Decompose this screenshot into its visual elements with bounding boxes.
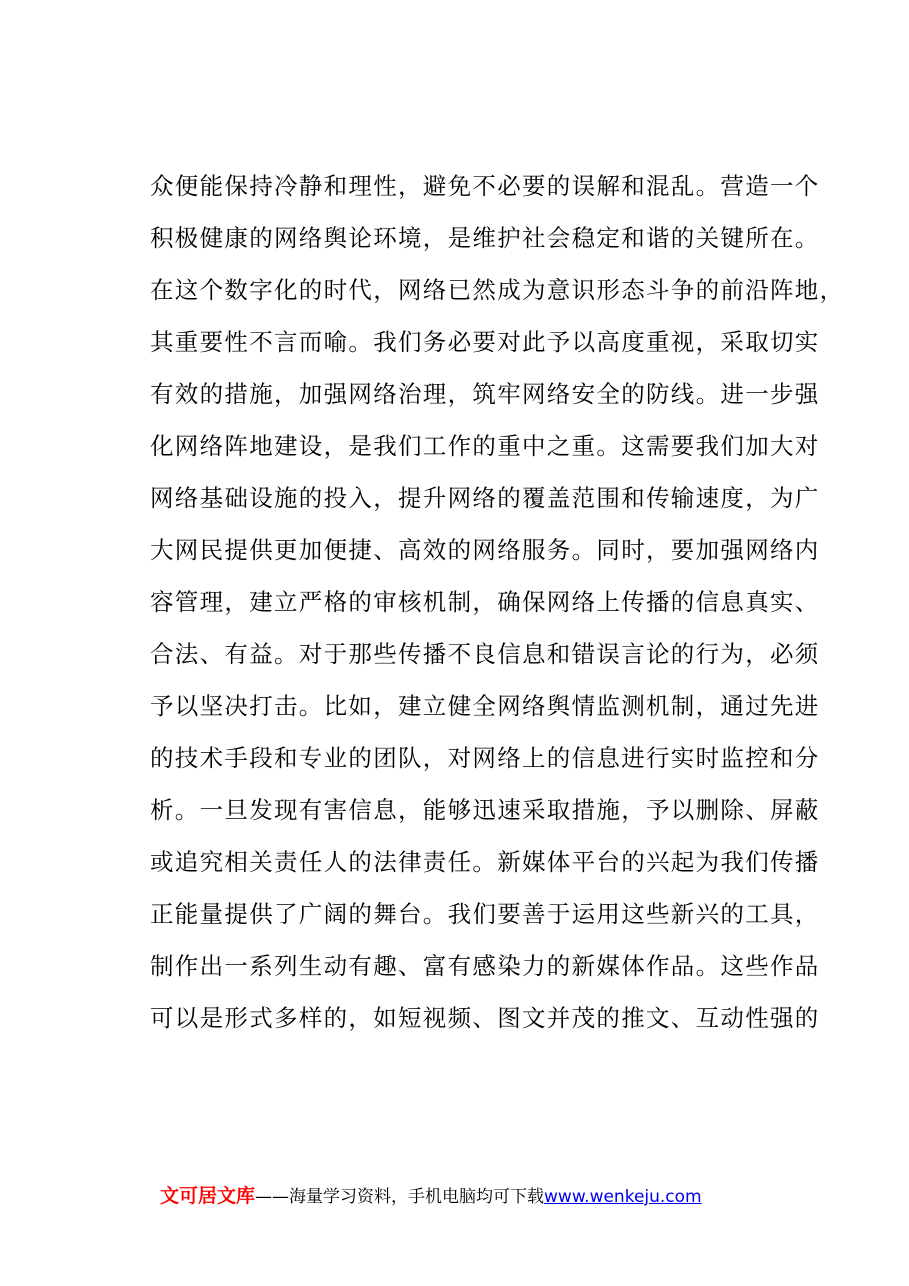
text-line: 化网络阵地建设，是我们工作的重中之重。这需要我们加大对 [150, 432, 820, 460]
text-line: 的技术手段和专业的团队，对网络上的信息进行实时监控和分 [150, 744, 820, 772]
text-line: 其重要性不言而喻。我们务必要对此予以高度重视，采取切实 [150, 328, 820, 356]
text-line: 容管理，建立严格的审核机制，确保网络上传播的信息真实、 [150, 588, 820, 616]
text-line: 正能量提供了广阔的舞台。我们要善于运用这些新兴的工具， [150, 900, 820, 928]
text-line: 可以是形式多样的，如短视频、图文并茂的推文、互动性强的 [150, 1004, 820, 1032]
text-line: 予以坚决打击。比如，建立健全网络舆情监测机制，通过先进 [150, 692, 820, 720]
footer-brand: 文可居文库 [160, 1185, 256, 1207]
page-footer [160, 1181, 702, 1211]
text-line: 在这个数字化的时代，网络已然成为意识形态斗争的前沿阵地， [150, 276, 845, 304]
text-line: 大网民提供更加便捷、高效的网络服务。同时，要加强网络内 [150, 536, 820, 564]
text-line: 制作出一系列生动有趣、富有感染力的新媒体作品。这些作品 [150, 952, 820, 980]
footer-site-link[interactable]: www.wenkeju.com [544, 1187, 702, 1207]
body-text [150, 164, 845, 1048]
footer-tagline: ——海量学习资料，手机电脑均可下载 [255, 1187, 545, 1207]
text-line: 有效的措施，加强网络治理，筑牢网络安全的防线。进一步强 [150, 380, 820, 408]
text-line: 析。一旦发现有害信息，能够迅速采取措施，予以删除、屏蔽 [150, 796, 820, 824]
text-line: 或追究相关责任人的法律责任。新媒体平台的兴起为我们传播 [150, 848, 820, 876]
text-line: 合法、有益。对于那些传播不良信息和错误言论的行为，必须 [150, 640, 820, 668]
text-line: 积极健康的网络舆论环境，是维护社会稳定和谐的关键所在。 [150, 224, 820, 252]
text-line: 众便能保持冷静和理性，避免不必要的误解和混乱。营造一个 [150, 172, 820, 200]
text-line: 网络基础设施的投入，提升网络的覆盖范围和传输速度，为广 [150, 484, 820, 512]
